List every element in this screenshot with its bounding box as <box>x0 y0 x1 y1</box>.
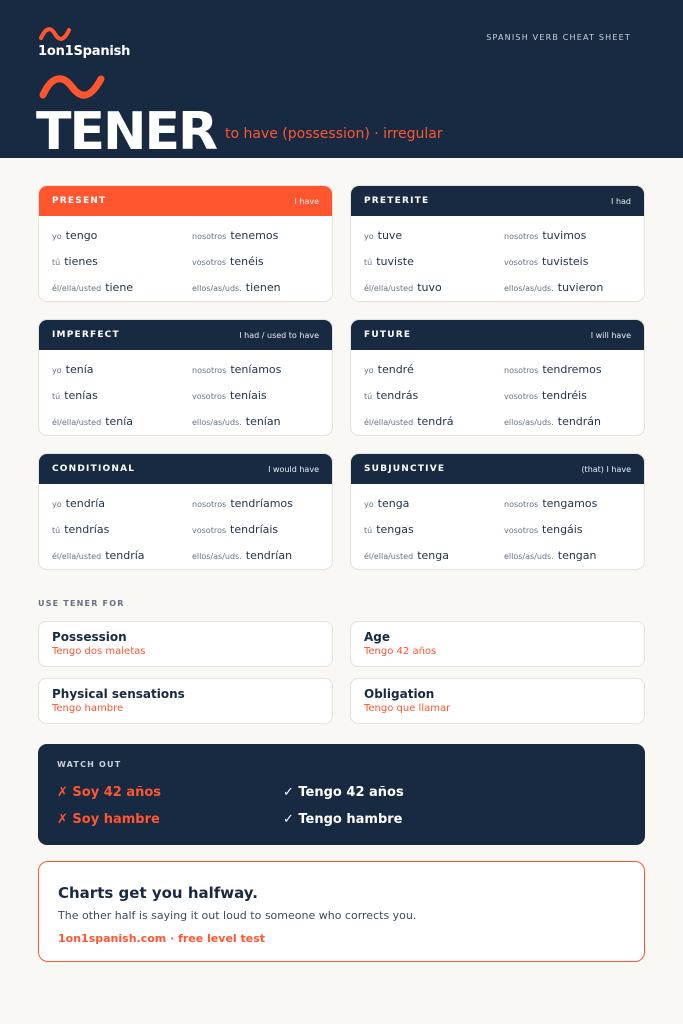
correct-example: ✓ Tengo hambre <box>283 812 403 827</box>
pronoun: yo <box>364 365 374 375</box>
pronoun: nosotros <box>504 231 539 241</box>
verb-form: tendría <box>65 496 105 510</box>
tense-name: PRESENT <box>52 196 107 206</box>
verb-form: tenían <box>245 414 281 428</box>
pronoun: nosotros <box>192 499 227 509</box>
tense-header <box>351 320 644 350</box>
pronoun: vosotros <box>192 391 227 401</box>
verb-form: tuvo <box>417 280 442 294</box>
conjugation-row <box>52 408 332 434</box>
conjugation-row <box>364 408 644 434</box>
verb-form: tendrá <box>417 414 454 428</box>
conjugation-row <box>52 516 332 542</box>
verb-form: tengas <box>376 522 414 536</box>
verb-form: tengo <box>65 228 98 242</box>
tense-gloss: I will have <box>590 330 631 340</box>
tense-gloss: I would have <box>268 464 319 474</box>
pronoun: ellos/as/uds. <box>192 417 242 427</box>
verb-form: tenga <box>377 496 410 510</box>
verb-form: tengamos <box>542 496 598 510</box>
pronoun: tú <box>52 257 61 267</box>
tense-gloss: I had / used to have <box>239 330 319 340</box>
verb-form: tendrán <box>557 414 602 428</box>
verb-form: tendrás <box>376 388 419 402</box>
conjugation-row <box>52 542 332 568</box>
pronoun: nosotros <box>504 365 539 375</box>
pronoun: él/ella/usted <box>52 551 102 561</box>
verb-form: tenía <box>105 414 134 428</box>
cta-title: Charts get you halfway. <box>58 884 258 902</box>
verb-title: TENER <box>36 102 217 162</box>
use-card <box>350 678 645 724</box>
pronoun: yo <box>52 231 62 241</box>
conjugation-row <box>364 490 644 516</box>
tense-header <box>351 454 644 484</box>
watch-out-label: WATCH OUT <box>57 760 122 769</box>
pronoun: vosotros <box>192 257 227 267</box>
header <box>0 0 683 162</box>
tense-gloss: I had <box>611 196 631 206</box>
pronoun: nosotros <box>504 499 539 509</box>
pronoun: él/ella/usted <box>364 417 414 427</box>
tense-name: PRETERITE <box>364 196 430 206</box>
tense-header <box>39 186 332 216</box>
pronoun: tú <box>364 391 373 401</box>
use-example: Tengo 42 años <box>364 646 437 657</box>
verb-form: tienen <box>245 280 281 294</box>
wave-logo-icon <box>38 26 72 42</box>
verb-form: tuve <box>377 228 403 242</box>
pronoun: nosotros <box>192 365 227 375</box>
use-example: Tengo que llamar <box>364 703 451 714</box>
verb-form: tenga <box>417 548 449 562</box>
cta-text: The other half is saying it out loud to someone who corrects you. <box>58 909 417 922</box>
verb-form: tenemos <box>230 228 279 242</box>
use-title: Possession <box>52 630 127 644</box>
pronoun: vosotros <box>504 525 539 535</box>
brand-logo-text: 1on1Spanish <box>38 44 131 59</box>
pronoun: él/ella/usted <box>52 283 102 293</box>
use-card <box>38 678 333 724</box>
use-card <box>38 621 333 667</box>
verb-form: tengáis <box>542 522 583 536</box>
conjugation-row <box>52 222 332 248</box>
pronoun: yo <box>364 499 374 509</box>
pronoun: ellos/as/uds. <box>504 417 554 427</box>
verb-form: teníais <box>230 388 267 402</box>
pronoun: tú <box>52 525 61 535</box>
wrong-example: ✗ Soy 42 años <box>57 785 162 800</box>
verb-form: tendríais <box>230 522 279 536</box>
use-example: Tengo dos maletas <box>52 646 146 657</box>
wrong-example: ✗ Soy hambre <box>57 812 160 827</box>
pronoun: él/ella/usted <box>364 283 414 293</box>
pronoun: tú <box>52 391 61 401</box>
verb-form: tuvisteis <box>542 254 589 268</box>
cta-box <box>38 861 645 962</box>
verb-form: tuvieron <box>557 280 604 294</box>
tense-header <box>351 186 644 216</box>
tense-card-subjunctive <box>350 453 645 570</box>
verb-form: tendrían <box>245 548 293 562</box>
tense-name: CONDITIONAL <box>52 464 136 474</box>
pronoun: ellos/as/uds. <box>504 551 554 561</box>
conjugation-row <box>52 490 332 516</box>
pronoun: yo <box>52 499 62 509</box>
verb-form: tendrías <box>64 522 110 536</box>
tense-card-future <box>350 319 645 436</box>
verb-form: tendríamos <box>230 496 293 510</box>
pronoun: vosotros <box>192 525 227 535</box>
conjugation-row <box>364 516 644 542</box>
pronoun: tú <box>364 257 373 267</box>
verb-form: tendría <box>105 548 145 562</box>
verb-form: tuvimos <box>542 228 587 242</box>
verb-form: teníamos <box>230 362 282 376</box>
tense-gloss: (that) I have <box>581 464 631 474</box>
uses-section-label: USE TENER FOR <box>38 599 125 608</box>
conjugation-row <box>364 382 644 408</box>
conjugation-row <box>52 356 332 382</box>
pronoun: vosotros <box>504 391 539 401</box>
pronoun: ellos/as/uds. <box>192 283 242 293</box>
verb-form: tendré <box>377 362 414 376</box>
verb-form: tenéis <box>230 254 264 268</box>
verb-form: tenías <box>64 388 98 402</box>
use-title: Age <box>364 630 391 644</box>
verb-form: tengan <box>557 548 597 562</box>
tense-card-present <box>38 185 333 302</box>
pronoun: ellos/as/uds. <box>192 551 242 561</box>
watch-out-box <box>38 744 645 845</box>
wave-decoration-icon <box>38 72 106 102</box>
conjugation-row <box>52 382 332 408</box>
verb-form: tendremos <box>542 362 602 376</box>
verb-form: tenía <box>65 362 94 376</box>
verb-form: tendréis <box>542 388 587 402</box>
tense-card-imperfect <box>38 319 333 436</box>
tense-card-conditional <box>38 453 333 570</box>
tense-name: IMPERFECT <box>52 330 120 340</box>
use-example: Tengo hambre <box>52 703 124 714</box>
verb-form: tuviste <box>376 254 414 268</box>
pronoun: nosotros <box>192 231 227 241</box>
pronoun: yo <box>364 231 374 241</box>
correct-example: ✓ Tengo 42 años <box>283 785 404 800</box>
tense-header <box>39 320 332 350</box>
pronoun: él/ella/usted <box>364 551 414 561</box>
tense-name: SUBJUNCTIVE <box>364 464 446 474</box>
use-card <box>350 621 645 667</box>
tense-header <box>39 454 332 484</box>
pronoun: él/ella/usted <box>52 417 102 427</box>
cta-link[interactable]: 1on1spanish.com · free level test <box>58 932 266 945</box>
conjugation-row <box>52 248 332 274</box>
verb-subtitle: to have (possession) · irregular <box>225 126 443 142</box>
pronoun: vosotros <box>504 257 539 267</box>
tense-gloss: I have <box>294 196 319 206</box>
pronoun: tú <box>364 525 373 535</box>
conjugation-row <box>364 356 644 382</box>
tense-card-preterite <box>350 185 645 302</box>
conjugation-row <box>364 222 644 248</box>
conjugation-row <box>364 248 644 274</box>
tense-name: FUTURE <box>364 330 412 340</box>
verb-form: tienes <box>64 254 98 268</box>
conjugation-row <box>364 274 644 300</box>
verb-form: tiene <box>105 280 134 294</box>
conjugation-row <box>52 274 332 300</box>
pronoun: yo <box>52 365 62 375</box>
conjugation-row <box>364 542 644 568</box>
sheet-title: SPANISH VERB CHEAT SHEET <box>486 33 631 42</box>
use-title: Obligation <box>364 687 435 701</box>
pronoun: ellos/as/uds. <box>504 283 554 293</box>
use-title: Physical sensations <box>52 687 185 701</box>
